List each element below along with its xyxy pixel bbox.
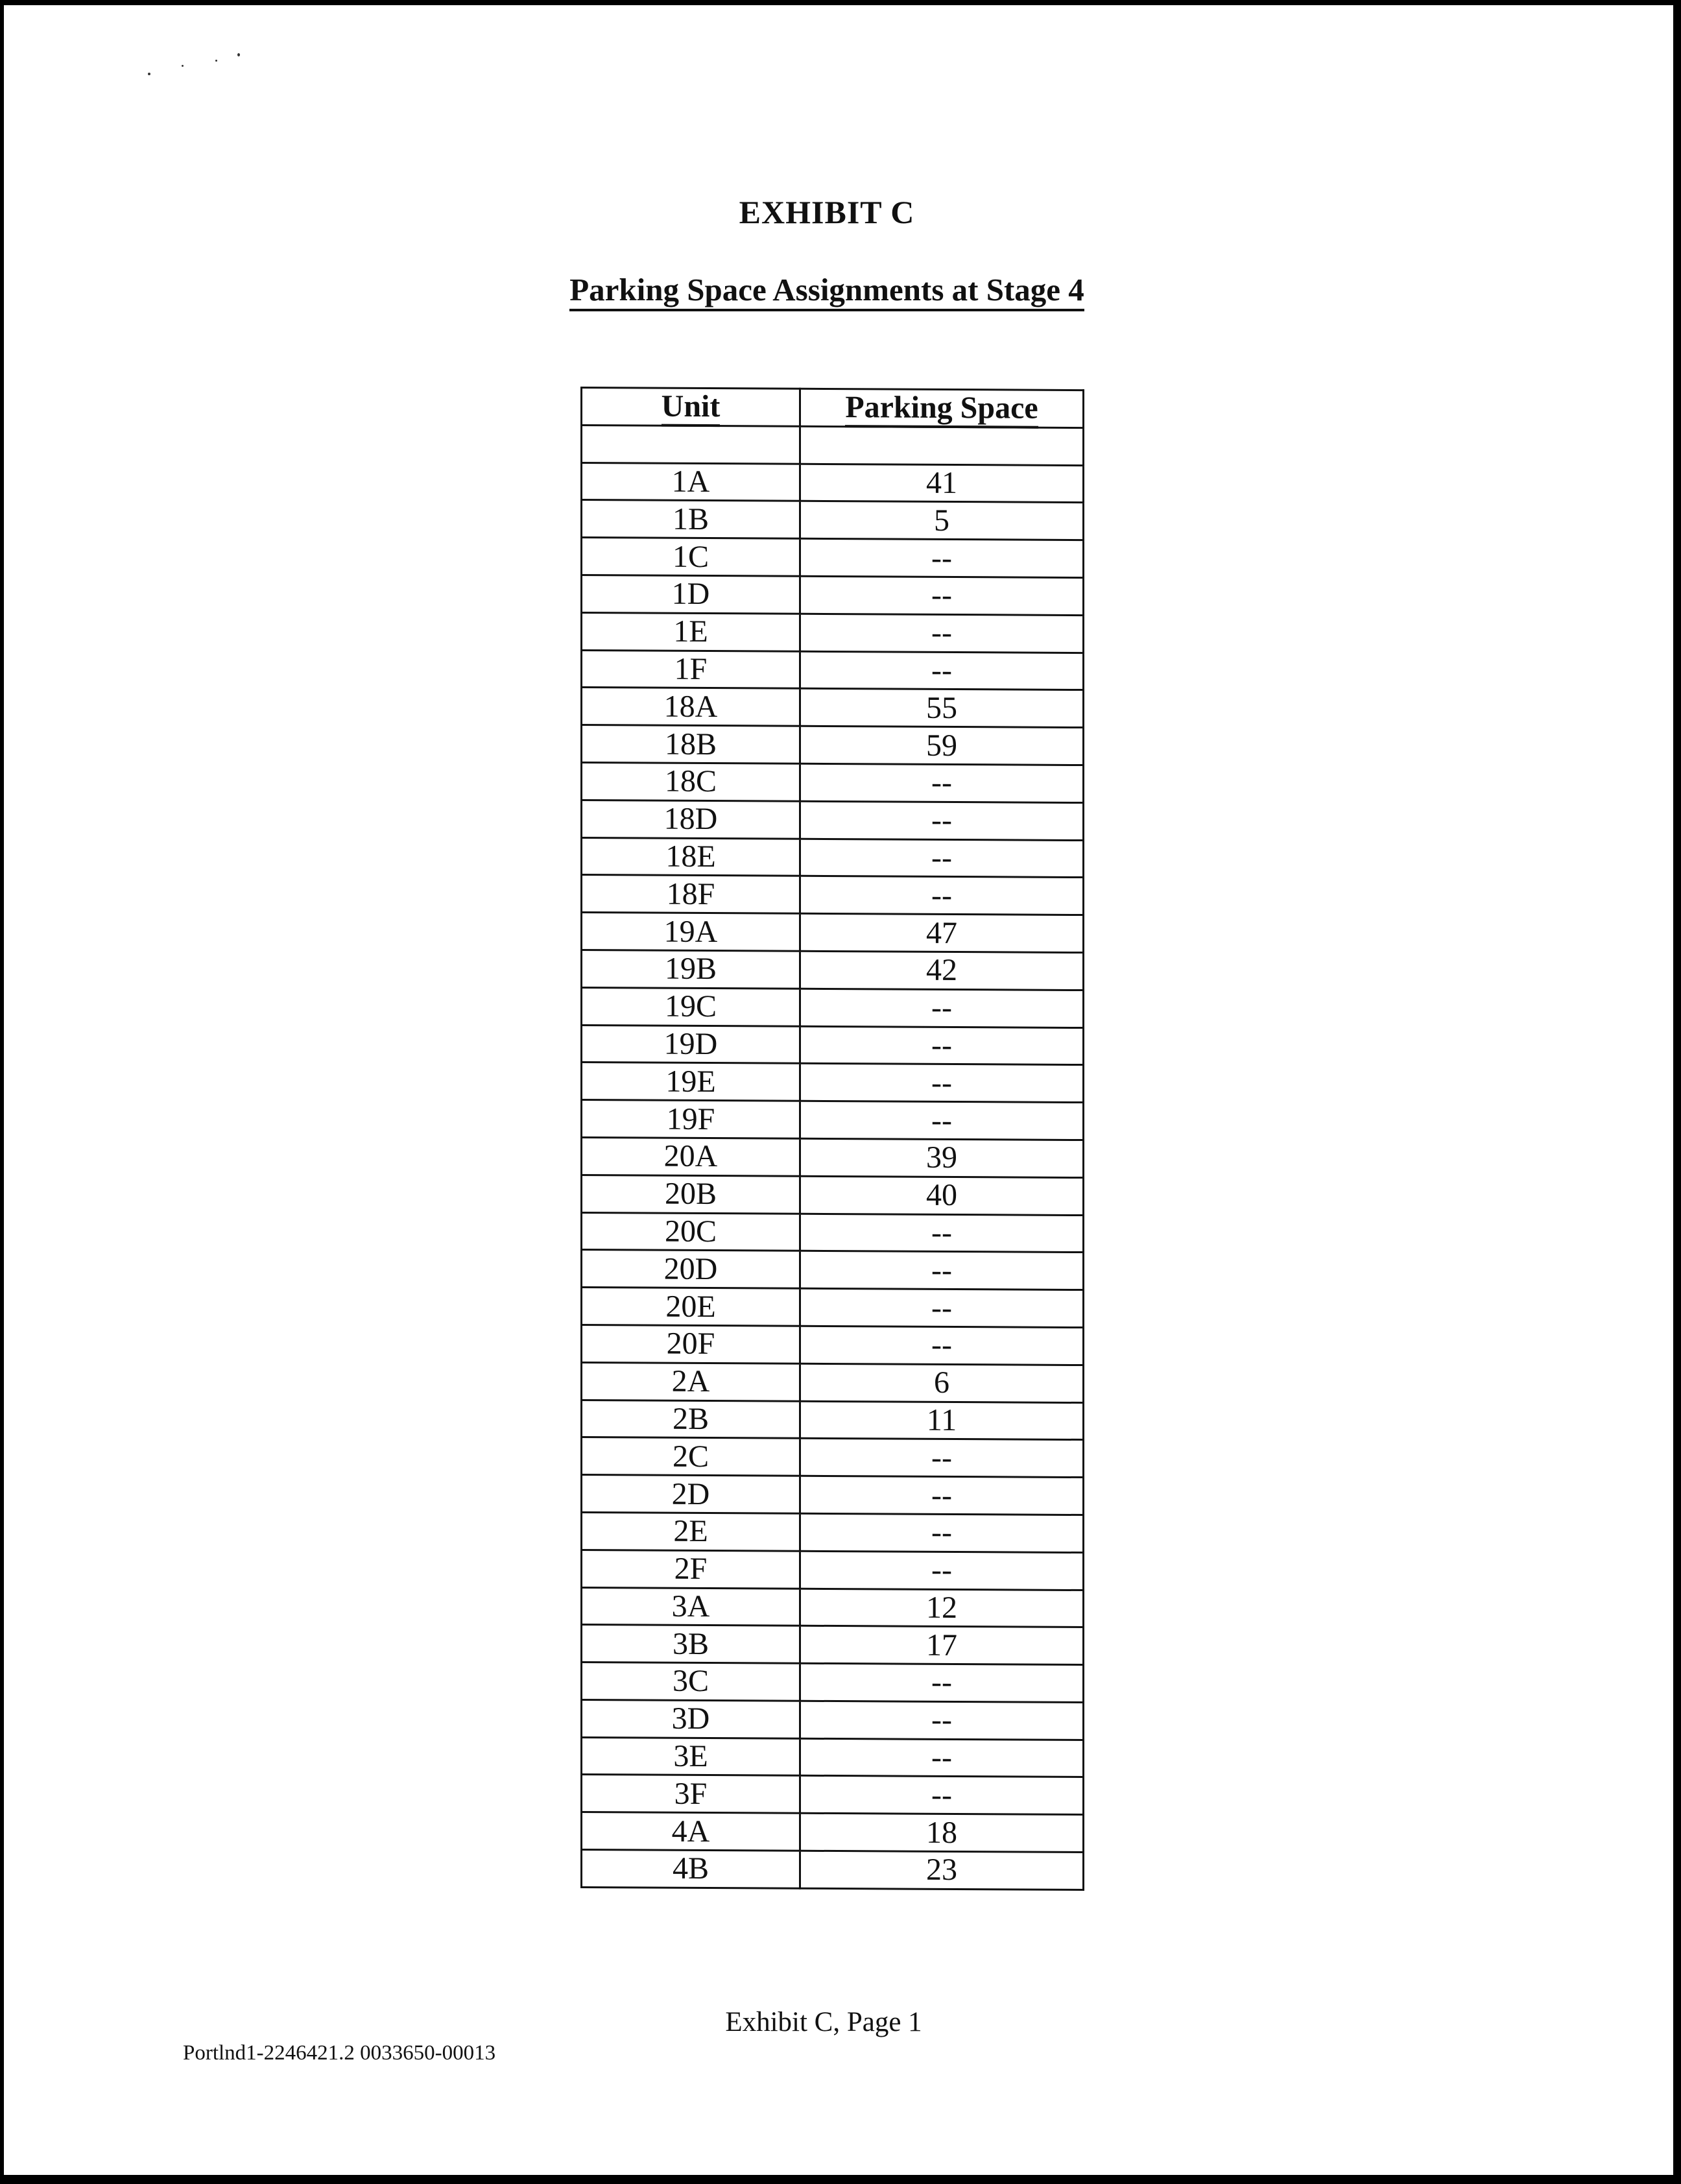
table-row bbox=[582, 1250, 1084, 1290]
unit-cell: 18A bbox=[582, 688, 800, 726]
unit-cell: 1E bbox=[582, 612, 800, 651]
document-id: Portlnd1-2246421.2 0033650-00013 bbox=[183, 2041, 496, 2065]
unit-cell: 4A bbox=[582, 1812, 800, 1851]
table-row bbox=[582, 1737, 1084, 1777]
unit-cell: 2F bbox=[582, 1550, 800, 1589]
parking-space-cell: 11 bbox=[800, 1401, 1084, 1440]
parking-space-cell: 5 bbox=[800, 501, 1084, 540]
parking-space-cell: 59 bbox=[800, 726, 1084, 765]
table-row bbox=[582, 913, 1084, 953]
unit-cell: 3F bbox=[582, 1775, 800, 1814]
scan-speck bbox=[182, 65, 184, 67]
table-row bbox=[582, 1212, 1084, 1253]
parking-space-cell: -- bbox=[800, 614, 1084, 653]
unit-cell: 19E bbox=[582, 1062, 800, 1101]
table-row bbox=[582, 1550, 1084, 1590]
parking-space-cell: -- bbox=[800, 576, 1084, 615]
table-row bbox=[582, 1475, 1084, 1515]
unit-cell: 20B bbox=[582, 1175, 800, 1214]
table-row bbox=[582, 462, 1084, 503]
header-parking-space bbox=[800, 389, 1084, 427]
parking-space-cell: -- bbox=[800, 763, 1084, 802]
parking-space-cell: 6 bbox=[800, 1363, 1084, 1402]
table-row bbox=[582, 1662, 1084, 1703]
parking-space-cell: 55 bbox=[800, 689, 1084, 728]
table-row bbox=[582, 575, 1084, 615]
table-body bbox=[582, 425, 1084, 1890]
parking-space-cell: -- bbox=[800, 801, 1084, 840]
unit-cell: 2A bbox=[582, 1362, 800, 1401]
parking-space-cell: -- bbox=[800, 1476, 1084, 1515]
parking-space-cell: -- bbox=[800, 651, 1084, 690]
unit-cell: 3C bbox=[582, 1662, 800, 1701]
unit-cell: 19A bbox=[582, 913, 800, 952]
table-row bbox=[582, 500, 1084, 540]
parking-space-cell: -- bbox=[800, 1701, 1084, 1740]
table-header-row bbox=[582, 388, 1084, 428]
table-row bbox=[582, 950, 1084, 990]
parking-space-cell: 17 bbox=[800, 1626, 1084, 1665]
parking-space-cell: 47 bbox=[800, 913, 1084, 952]
unit-cell: 2C bbox=[582, 1437, 800, 1476]
scan-specks bbox=[143, 52, 272, 78]
unit-cell: 20D bbox=[582, 1250, 800, 1289]
header-unit bbox=[582, 388, 800, 427]
table-row bbox=[582, 1699, 1084, 1740]
table-row bbox=[582, 1512, 1084, 1552]
parking-space-cell: -- bbox=[800, 1288, 1084, 1327]
page-footer-label: Exhibit C, Page 1 bbox=[725, 2007, 922, 2037]
unit-cell: 18E bbox=[582, 837, 800, 876]
table-row bbox=[582, 987, 1084, 1027]
unit-cell: 3E bbox=[582, 1737, 800, 1776]
parking-space-cell: -- bbox=[800, 1513, 1084, 1552]
table-row bbox=[582, 1400, 1084, 1440]
exhibit-title: EXHIBIT C bbox=[739, 194, 915, 230]
parking-space-cell: 41 bbox=[800, 464, 1084, 503]
unit-cell: 20E bbox=[582, 1288, 800, 1326]
exhibit-subtitle bbox=[0, 271, 1654, 308]
table-row bbox=[582, 1100, 1084, 1140]
unit-cell: 2D bbox=[582, 1475, 800, 1514]
table-row bbox=[582, 1062, 1084, 1103]
parking-space-cell: -- bbox=[800, 1738, 1084, 1777]
parking-space-cell: 42 bbox=[800, 951, 1084, 990]
table-row bbox=[582, 650, 1084, 690]
unit-cell: 19F bbox=[582, 1100, 800, 1139]
unit-cell: 20C bbox=[582, 1212, 800, 1251]
parking-space-cell: -- bbox=[800, 1551, 1084, 1590]
unit-cell: 2E bbox=[582, 1512, 800, 1551]
scan-speck bbox=[215, 60, 217, 62]
unit-cell: 18C bbox=[582, 762, 800, 801]
parking-space-cell: -- bbox=[800, 1064, 1084, 1103]
table-row bbox=[582, 1025, 1084, 1065]
unit-cell: 1D bbox=[582, 575, 800, 614]
parking-space-cell: 39 bbox=[800, 1138, 1084, 1177]
table-row bbox=[582, 875, 1084, 915]
parking-space-cell: -- bbox=[800, 876, 1084, 915]
parking-space-cell bbox=[800, 426, 1084, 465]
parking-space-cell: 40 bbox=[800, 1176, 1084, 1215]
table-row bbox=[582, 837, 1084, 878]
parking-space-cell: -- bbox=[800, 1026, 1084, 1065]
parking-space-cell: -- bbox=[800, 1439, 1084, 1478]
unit-cell: 1F bbox=[582, 650, 800, 689]
unit-cell: 18F bbox=[582, 875, 800, 914]
table-row bbox=[582, 425, 1084, 465]
parking-space-cell: -- bbox=[800, 1776, 1084, 1815]
unit-cell: 1C bbox=[582, 538, 800, 577]
table-row bbox=[582, 1812, 1084, 1853]
unit-cell: 20A bbox=[582, 1137, 800, 1176]
parking-space-cell: -- bbox=[800, 1326, 1084, 1365]
exhibit-subtitle-text: Parking Space Assignments at Stage 4 bbox=[569, 272, 1084, 311]
parking-space-cell: -- bbox=[800, 1251, 1084, 1290]
parking-space-cell: -- bbox=[800, 989, 1084, 1027]
unit-cell: 4B bbox=[582, 1850, 800, 1889]
parking-space-cell: -- bbox=[800, 1214, 1084, 1253]
table-row bbox=[582, 1362, 1084, 1402]
table-row bbox=[582, 1325, 1084, 1365]
parking-space-cell: 12 bbox=[800, 1589, 1084, 1627]
header-parking-space-label: Parking Space bbox=[845, 390, 1038, 429]
scan-speck bbox=[148, 73, 150, 75]
table-row bbox=[582, 1175, 1084, 1215]
parking-space-cell: -- bbox=[800, 538, 1084, 577]
unit-cell: 2B bbox=[582, 1400, 800, 1439]
parking-assignments-table bbox=[580, 387, 1084, 1891]
header-unit-label: Unit bbox=[662, 389, 721, 427]
parking-space-cell: -- bbox=[800, 1663, 1084, 1702]
unit-cell: 19B bbox=[582, 950, 800, 989]
parking-space-cell: 23 bbox=[800, 1851, 1084, 1890]
parking-space-cell: 18 bbox=[800, 1814, 1084, 1853]
unit-cell: 19D bbox=[582, 1025, 800, 1064]
unit-cell: 20F bbox=[582, 1325, 800, 1363]
unit-cell: 3D bbox=[582, 1699, 800, 1738]
table-row bbox=[582, 1775, 1084, 1815]
unit-cell: 19C bbox=[582, 987, 800, 1026]
unit-cell: 3A bbox=[582, 1587, 800, 1626]
table-row bbox=[582, 1850, 1084, 1890]
table-row bbox=[582, 1587, 1084, 1627]
table-row bbox=[582, 612, 1084, 653]
table-row bbox=[582, 538, 1084, 578]
unit-cell: 3B bbox=[582, 1625, 800, 1664]
table-row bbox=[582, 1288, 1084, 1328]
scan-speck bbox=[237, 53, 240, 56]
unit-cell: 1B bbox=[582, 500, 800, 539]
unit-cell: 18D bbox=[582, 800, 800, 839]
table-row bbox=[582, 1137, 1084, 1177]
table-row bbox=[582, 1437, 1084, 1478]
table-row bbox=[582, 800, 1084, 840]
parking-space-cell: -- bbox=[800, 839, 1084, 878]
table-row bbox=[582, 688, 1084, 728]
table-row bbox=[582, 1625, 1084, 1665]
unit-cell: 1A bbox=[582, 462, 800, 501]
unit-cell bbox=[582, 425, 800, 464]
table-row bbox=[582, 725, 1084, 765]
parking-space-cell: -- bbox=[800, 1101, 1084, 1140]
table-row bbox=[582, 762, 1084, 802]
unit-cell: 18B bbox=[582, 725, 800, 764]
